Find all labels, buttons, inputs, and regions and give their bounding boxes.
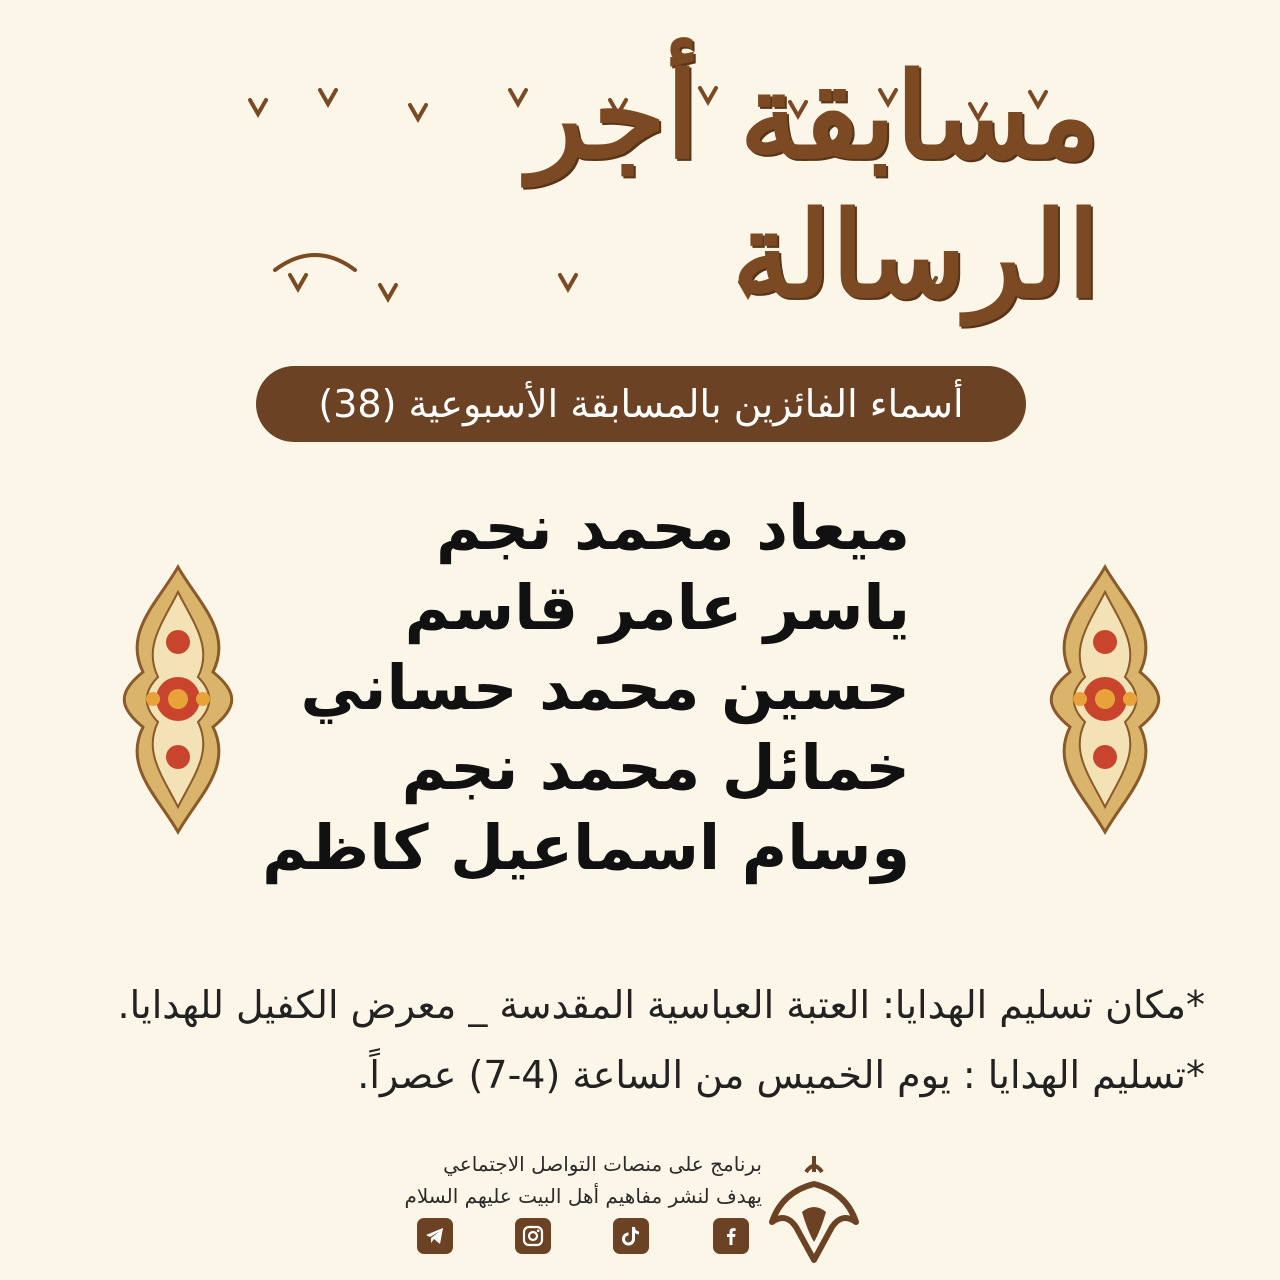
footer-line-1: برنامج على منصات التواصل الاجتماعي (443, 1152, 762, 1176)
winner-name: ياسر عامر قاسم (404, 571, 910, 644)
gift-notes (60, 970, 1205, 1110)
instagram-icon[interactable] (515, 1218, 551, 1254)
page-title (180, 46, 1100, 324)
winners-list (262, 488, 910, 888)
left-ornament (113, 562, 243, 837)
footer-description (400, 1148, 762, 1212)
winner-name: ميعاد محمد نجم (436, 491, 910, 564)
footer-line-2: يهدف لنشر مفاهيم أهل البيت عليهم السلام (404, 1184, 762, 1208)
gift-time-note: *تسليم الهدايا : يوم الخميس من الساعة (4-7) عصراً. (357, 1053, 1205, 1097)
right-ornament (1040, 562, 1170, 837)
winner-name: وسام اسماعيل كاظم (262, 811, 910, 884)
facebook-icon[interactable] (713, 1218, 749, 1254)
winners-heading-badge (256, 366, 1026, 442)
social-icons (0, 1218, 1280, 1258)
winners-heading-label: أسماء الفائزين بالمسابقة الأسبوعية (38) (318, 382, 964, 426)
winner-name: خمائل محمد نجم (401, 731, 910, 804)
telegram-icon[interactable] (417, 1218, 453, 1254)
gift-location-note: *مكان تسليم الهدايا: العتبة العباسية المقدسة _ معرض الكفيل للهدايا. (117, 983, 1205, 1027)
title-calligraphy: مسابقة أجر الرسالة (527, 46, 1100, 324)
winner-name: حسين محمد حساني (300, 651, 910, 724)
tiktok-icon[interactable] (613, 1218, 649, 1254)
